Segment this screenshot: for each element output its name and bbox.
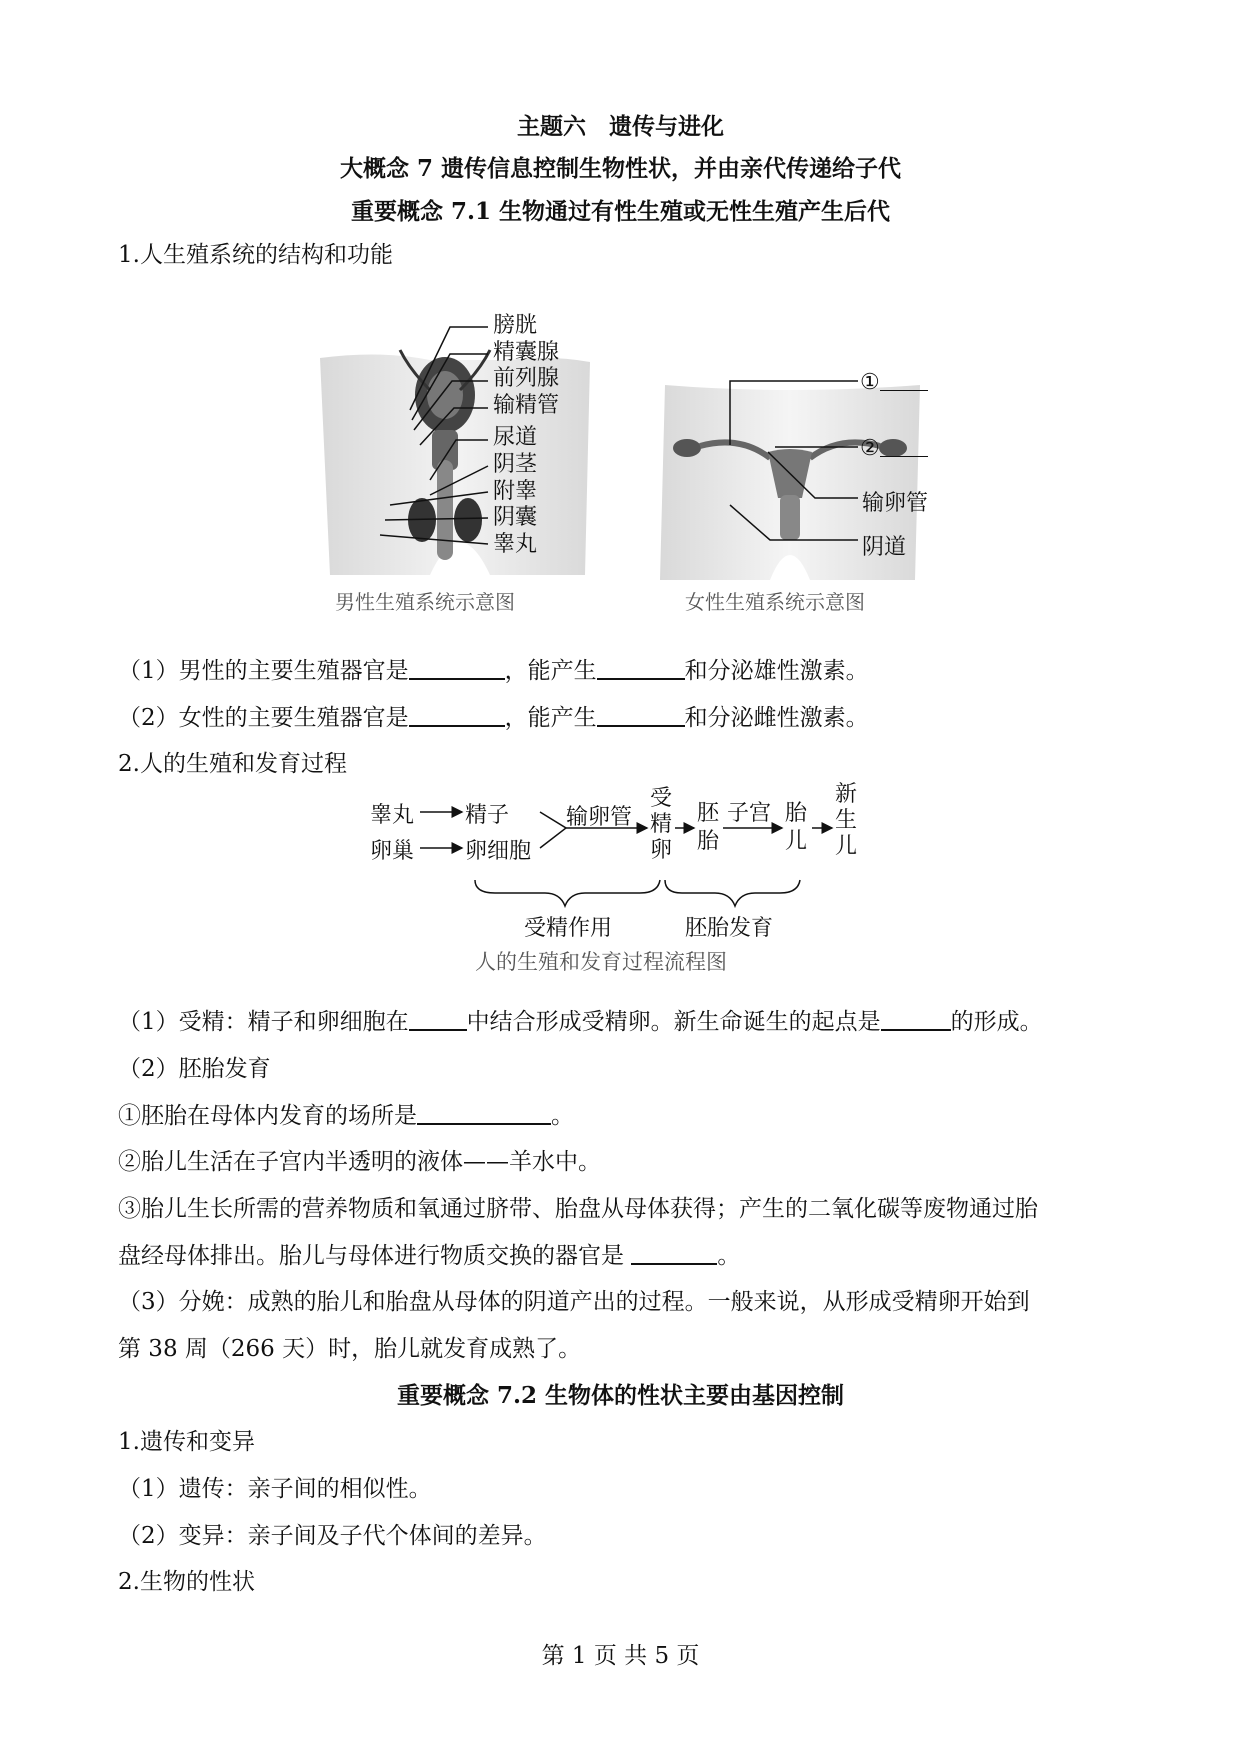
flow-sperm: 精子 — [465, 803, 510, 828]
flow-oviduct: 输卵管 — [566, 805, 633, 830]
delivery-text: （3）分娩：成熟的胎儿和胎盘从母体的阴道产出的过程。一般来说，从形成受精卵开始到 — [118, 1289, 1030, 1315]
embryo-site-text: ①胚胎在母体内发育的场所是 。 — [118, 1103, 574, 1129]
label-testis: 睾丸 — [493, 531, 538, 557]
heredity-text: （1）遗传：亲子间的相似性。 — [118, 1476, 432, 1502]
reproduction-flowchart — [370, 782, 890, 988]
flow-egg: 卵细胞 — [465, 839, 532, 864]
label-vas-deferens: 输精管 — [493, 392, 560, 418]
label-scrotum: 阴囊 — [493, 505, 538, 531]
embryo-development-heading: （2）胚胎发育 — [118, 1056, 271, 1082]
exchange-organ-text: 盘经母体排出。胎儿与母体进行物质交换的器官是 。 — [118, 1243, 741, 1269]
topic-heading: 主题六 遗传与进化 — [517, 113, 724, 140]
label-prostate: 前列腺 — [493, 366, 560, 392]
female-leader-lines — [720, 370, 860, 550]
blank-life-start[interactable] — [881, 1007, 951, 1031]
flow-ovary: 卵巢 — [370, 839, 415, 864]
traits-title: 2.生物的性状 — [118, 1569, 255, 1595]
label-bladder: 膀胱 — [493, 313, 538, 338]
flow-fertilization-label: 受精作用 — [524, 916, 613, 941]
flow-zygote: 受 精 卵 — [649, 786, 672, 863]
heredity-variation-title: 1.遗传和变异 — [118, 1429, 255, 1455]
page-footer: 第 1 页 共 5 页 — [541, 1643, 700, 1669]
flow-fetus: 胎 儿 — [785, 801, 808, 854]
flow-development-label: 胚胎发育 — [685, 916, 774, 941]
concept-7-2-heading: 重要概念 7.2 生物体的性状主要由基因控制 — [396, 1382, 845, 1409]
blank-female-cell[interactable] — [597, 703, 685, 727]
big-concept-heading: 大概念 7 遗传信息控制生物性状，并由亲代传递给子代 — [339, 155, 902, 182]
nutrition-text: ③胎儿生长所需的营养物质和氧通过脐带、胎盘从母体获得；产生的二氧化碳等废物通过胎 — [118, 1196, 1038, 1222]
male-diagram-caption: 男性生殖系统示意图 — [335, 590, 515, 614]
concept-7-1-heading: 重要概念 7.1 生物通过有性生殖或无性生殖产生后代 — [350, 198, 891, 225]
variation-text: （2）变异：亲子间及子代个体间的差异。 — [118, 1523, 547, 1549]
label-urethra: 尿道 — [493, 425, 538, 451]
label-seminal-vesicle: 精囊腺 — [493, 339, 560, 365]
label-penis: 阴茎 — [493, 451, 538, 477]
label-vagina: 阴道 — [862, 535, 907, 560]
blank-embryo-site[interactable] — [417, 1101, 551, 1125]
question-female-organ: （2）女性的主要生殖器官是 ，能产生 和分泌雌性激素。 — [118, 705, 869, 731]
label-epididymis: 附睾 — [493, 478, 538, 504]
blank-male-cell[interactable] — [597, 656, 685, 680]
female-diagram-caption: 女性生殖系统示意图 — [685, 590, 865, 614]
female-label-1: ① — [860, 368, 928, 395]
question-male-organ: （1）男性的主要生殖器官是 ，能产生 和分泌雄性激素。 — [118, 658, 869, 684]
blank-exchange-organ[interactable] — [631, 1241, 717, 1265]
flow-uterus: 子宫 — [727, 801, 772, 826]
flow-newborn: 新 生 儿 — [835, 782, 858, 859]
flow-testis: 睾丸 — [370, 803, 415, 828]
male-leader-lines — [410, 310, 490, 570]
blank-male-organ[interactable] — [409, 656, 505, 680]
amniotic-text: ②胎儿生活在子宫内半透明的液体——羊水中。 — [118, 1149, 601, 1175]
section-2-title: 2.人的生殖和发育过程 — [118, 751, 347, 777]
section-1-title: 1.人生殖系统的结构和功能 — [118, 242, 393, 268]
label-oviduct: 输卵管 — [862, 491, 929, 516]
blank-fertilization-site[interactable] — [409, 1007, 467, 1031]
female-label-2: ② — [860, 434, 928, 461]
flow-arrows — [370, 798, 890, 918]
blank-female-organ[interactable] — [409, 703, 505, 727]
male-label-list — [493, 313, 559, 558]
fertilization-text: （1）受精：精子和卵细胞在 中结合形成受精卵。新生命诞生的起点是 的形成。 — [118, 1009, 1043, 1035]
delivery-text-2: 第 38 周（266 天）时，胎儿就发育成熟了。 — [118, 1336, 582, 1362]
flow-embryo: 胚 胎 — [697, 801, 720, 854]
flow-caption: 人的生殖和发育过程流程图 — [475, 950, 727, 974]
